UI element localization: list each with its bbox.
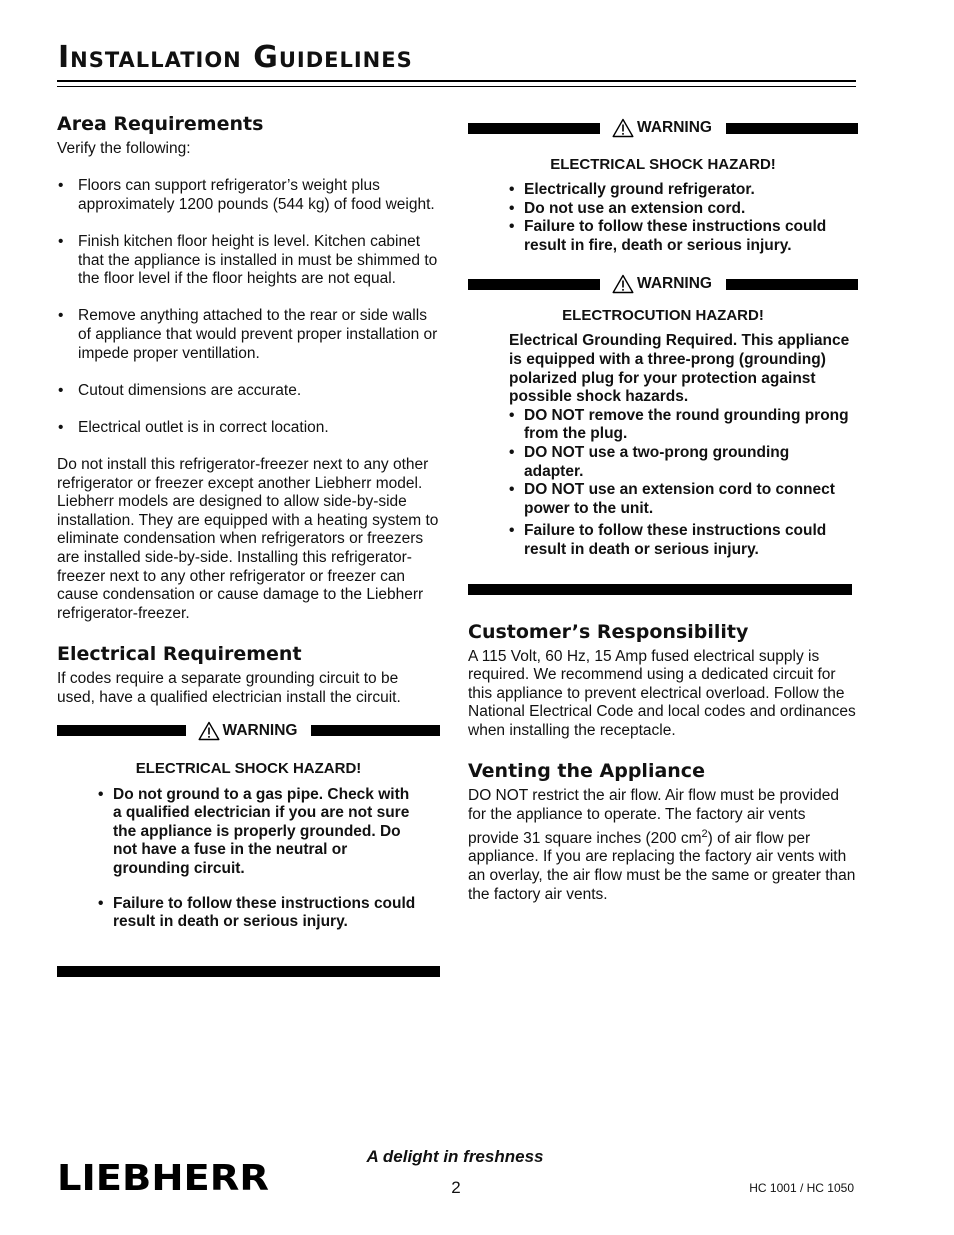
- list-item: • Electrical outlet is in correct location.: [57, 419, 440, 438]
- venting-text: DO NOT restrict the air flow. Air flow must be provided for the appliance to operate. The factory air vents provide 31 square inches (200 $cm^2$) of air flow per appliance. If you are replacing the factory air vents with an overlay, the air flow must be the same or greater than the factory air vents.: [468, 787, 856, 903]
- warning-label: WARNING: [637, 119, 712, 136]
- page-number: 2: [451, 1178, 461, 1197]
- warning-icon: [198, 721, 220, 741]
- warning-bar: [726, 279, 858, 290]
- area-intro: Verify the following:: [57, 140, 191, 157]
- venting-heading: Venting the Appliance: [468, 760, 705, 783]
- list-item: • DO NOT remove the round grounding prong from the plug.: [509, 407, 849, 444]
- page-title: Installation Guidelines: [58, 40, 413, 75]
- list-item: • Do not use an extension cord.: [509, 200, 839, 219]
- warning-label: WARNING: [637, 275, 712, 293]
- left-column: [57, 112, 440, 977]
- warning-icon: [612, 118, 634, 138]
- list-item: • Do not ground to a gas pipe. Check with a qualified electrician if you are not sure the appliance is properly grounded. Do not have a fuse in the neutral or grounding circuit.: [98, 786, 418, 879]
- warning-bar: [726, 123, 858, 134]
- warning-header: [468, 119, 858, 137]
- list-item: • Finish kitchen floor height is level. Kitchen cabinet that the appliance is installed in must be shimmed to the floor level if the floor heights are not equal.: [57, 233, 440, 289]
- liebherr-logo: [57, 1160, 269, 1194]
- area-heading: Area Requirements: [57, 113, 264, 135]
- warning-list: [509, 407, 849, 560]
- electrical-heading: Electrical Requirement: [57, 643, 302, 666]
- electrical-text: If codes require a separate grounding circuit to be used, have a qualified electrician install the circuit.: [57, 670, 401, 707]
- list-item: • DO NOT use a two-prong grounding adapter.: [509, 444, 849, 481]
- warning-header: [468, 275, 858, 293]
- warning-end-bar: [468, 584, 852, 595]
- hazard-title: ELECTROCUTION HAZARD!: [562, 307, 764, 325]
- slogan: A delight in freshness: [366, 1147, 544, 1166]
- warning-icon: [612, 274, 634, 294]
- list-item: • Failure to follow these instructions could result in death or serious injury.: [509, 522, 849, 559]
- hazard-title: ELECTRICAL SHOCK HAZARD!: [135, 759, 362, 777]
- title-rule: [57, 80, 856, 82]
- warning-list: [98, 786, 418, 932]
- hazard-title: ELECTRICAL SHOCK HAZARD!: [550, 156, 776, 173]
- model-number: HC 1001 / HC 1050: [749, 1181, 854, 1195]
- list-item: • Failure to follow these instructions could result in fire, death or serious injury.: [509, 218, 839, 255]
- customer-heading: Customer’s Responsibility: [468, 620, 749, 643]
- list-item: • Electrically ground refrigerator.: [509, 181, 839, 200]
- customer-text: A 115 Volt, 60 Hz, 15 Amp fused electrical supply is required. We recommend using a dedicated circuit for this appliance to prevent electrical overload. Follow the National Electrical Code and local codes and ordinances when installing the receptacle.: [468, 647, 856, 739]
- list-item: • Remove anything attached to the rear or side walls of appliance that would prevent proper installation or impede proper ventillation.: [57, 307, 440, 363]
- grounding-intro: Electrical Grounding Required. This appliance is equipped with a three-prong (grounding) polarized plug for your protection against possible shock hazards.: [509, 332, 850, 406]
- right-column: [468, 112, 858, 904]
- list-item: • Cutout dimensions are accurate.: [57, 382, 440, 401]
- list-item: • Floors can support refrigerator’s weight plus approximately 1200 pounds (544 kg) of food weight.: [57, 177, 440, 214]
- list-item: • DO NOT use an extension cord to connect power to the unit.: [509, 481, 849, 518]
- warning-bar: [468, 123, 600, 134]
- warning-list: [509, 181, 839, 255]
- list-item: • Failure to follow these instructions could result in death or serious injury.: [98, 895, 418, 932]
- brand-text: LIEBHERR: [57, 1160, 269, 1194]
- area-list: [57, 177, 440, 437]
- warning-end-bar: [57, 966, 440, 977]
- title-rule-thin: [57, 86, 856, 87]
- warning-label: WARNING: [222, 721, 298, 739]
- warning-bar: [468, 279, 600, 290]
- warning-header: [57, 722, 440, 740]
- side-by-side-note: Do not install this refrigerator-freezer next to any other refrigerator or freezer except another Liebherr model. Liebherr models are designed to allow side-by-side installation. They are equipped with a heating system to eliminate condensation when refrigerators or freezers are installed side-by-side. Installing this refrigerator-freezer next to any other refrigerator or freezer can cause condensation or cause damage to the Liebherr refrigerator-freezer.: [57, 456, 439, 622]
- warning-bar: [311, 725, 440, 736]
- warning-bar: [57, 725, 186, 736]
